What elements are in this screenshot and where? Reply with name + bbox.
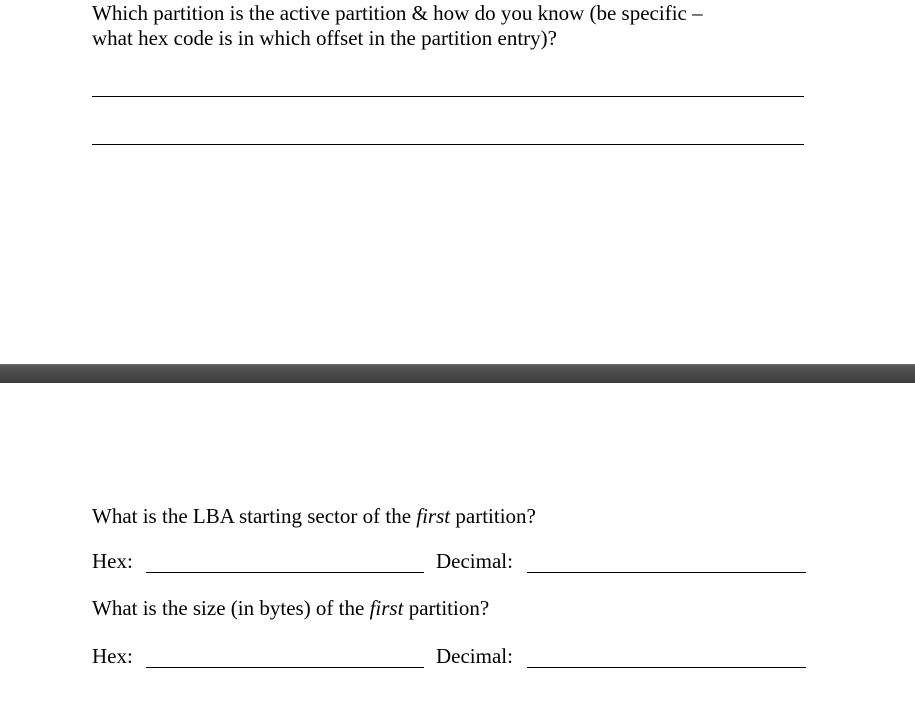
lba-decimal-answer-line[interactable] <box>527 572 806 573</box>
page-break-divider <box>0 364 915 383</box>
size-decimal-label: Decimal: <box>436 644 513 668</box>
size-hex-answer-line[interactable] <box>146 667 424 668</box>
partition-size-question-before: What is the size (in bytes) of the <box>92 596 370 620</box>
lba-hex-label: Hex: <box>92 549 133 573</box>
partition-size-question <box>92 596 489 621</box>
lba-start-question-before: What is the LBA starting sector of the <box>92 504 417 528</box>
lba-start-question-after: partition? <box>450 504 536 528</box>
size-decimal-answer-line[interactable] <box>527 667 806 668</box>
size-hex-label: Hex: <box>92 644 133 668</box>
answer-line-1[interactable] <box>92 96 804 97</box>
lba-hex-answer-line[interactable] <box>146 572 424 573</box>
lba-start-question-emphasis: first <box>416 504 451 528</box>
active-partition-question-line2: what hex code is in which offset in the partition entry)? <box>92 26 557 50</box>
partition-size-question-after: partition? <box>403 596 490 620</box>
lba-start-question <box>92 504 536 529</box>
lba-decimal-label: Decimal: <box>436 549 513 573</box>
active-partition-question-line1: Which partition is the active partition & how do you know (be specific – <box>92 1 703 25</box>
partition-size-question-emphasis: first <box>369 596 404 620</box>
answer-line-2[interactable] <box>92 144 804 145</box>
